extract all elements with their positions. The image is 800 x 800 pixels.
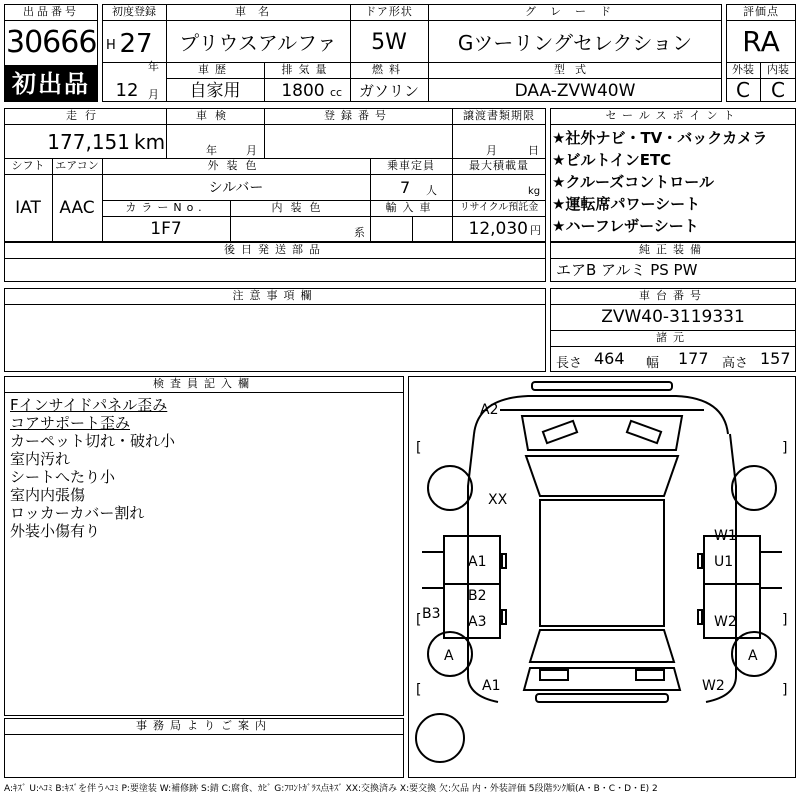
inspection-month-unit: 月 bbox=[246, 144, 257, 157]
svg-text:[: [ bbox=[416, 682, 422, 698]
lot-number-label: 出品番号 bbox=[23, 5, 79, 18]
fuel-label: 燃料 bbox=[372, 63, 406, 76]
svg-text:]: ] bbox=[782, 682, 788, 698]
height-value: 157 bbox=[760, 349, 791, 368]
vehicle-history: 自家用 bbox=[189, 81, 241, 101]
int-color-label: 内装色 bbox=[271, 201, 329, 214]
inspector-label: 検査員記入欄 bbox=[153, 377, 255, 390]
deadline-month-unit: 月 bbox=[486, 144, 497, 157]
shift-label: シフト bbox=[11, 159, 45, 172]
inspector-note: ロッカーカバー割れ bbox=[10, 504, 145, 522]
standard-equipment: エアB アルミ PS PW bbox=[556, 261, 698, 279]
inspection-label: 車検 bbox=[196, 109, 234, 122]
inspector-note: 室内内張傷 bbox=[10, 486, 86, 504]
lot-number: 30666 bbox=[6, 25, 97, 60]
mileage-unit: km bbox=[134, 130, 166, 154]
office-notice-label: 事務局よりご案内 bbox=[136, 719, 272, 732]
damage-mark: W2 bbox=[702, 678, 725, 694]
reg-year: 27 bbox=[119, 29, 153, 59]
door-type: 5W bbox=[371, 30, 407, 55]
inspector-note: コアサポート歪み bbox=[10, 414, 131, 432]
svg-text:]: ] bbox=[782, 612, 788, 628]
damage-mark: XX bbox=[488, 492, 508, 508]
plate-label: 登録番号 bbox=[324, 109, 392, 122]
deadline-day-unit: 日 bbox=[528, 144, 539, 157]
chassis-label: 車台番号 bbox=[639, 289, 707, 302]
mileage: 177,151 bbox=[47, 130, 130, 154]
sales-point-item: ★ビルトインETC bbox=[552, 151, 672, 169]
svg-text:[: [ bbox=[416, 612, 422, 628]
grade-label: グレード bbox=[525, 5, 625, 18]
history-label: 車歴 bbox=[198, 63, 232, 76]
damage-mark: W2 bbox=[714, 614, 737, 630]
era-label: H bbox=[106, 38, 116, 53]
overall-score: RA bbox=[742, 25, 780, 58]
exterior-label: 外装 bbox=[732, 63, 754, 76]
color-number: 1F7 bbox=[150, 219, 182, 239]
height-label: 高さ bbox=[722, 356, 749, 371]
inspection-year-unit: 年 bbox=[206, 144, 217, 157]
recycle-label: リサイクル預託金 bbox=[459, 202, 539, 213]
max-load-unit: kg bbox=[528, 186, 541, 197]
sales-point-item: ★クルーズコントロール bbox=[552, 173, 714, 191]
reg-year-unit: 年 bbox=[148, 60, 159, 73]
sales-points-label: セールスポイント bbox=[605, 109, 741, 122]
displacement-unit: cc bbox=[330, 86, 343, 99]
capacity-label: 乗車定員 bbox=[387, 159, 435, 172]
inspector-note: シートへたり小 bbox=[10, 468, 116, 486]
score-label: 評価点 bbox=[743, 5, 779, 18]
fuel-type: ガソリン bbox=[358, 82, 419, 100]
inspector-note: 室内汚れ bbox=[10, 450, 71, 468]
ext-color-label: 外装色 bbox=[207, 159, 265, 172]
damage-mark: W1 bbox=[714, 528, 737, 544]
notes-label: 注意事項欄 bbox=[232, 289, 318, 302]
length-value: 464 bbox=[594, 349, 625, 368]
car-name: プリウスアルファ bbox=[179, 31, 337, 55]
car-name-label: 車名 bbox=[235, 5, 281, 18]
exterior-score: C bbox=[736, 78, 750, 102]
inspector-note: Fインサイドパネル歪み bbox=[10, 396, 168, 414]
import-label: 輸入車 bbox=[385, 201, 437, 214]
damage-mark: B2 bbox=[468, 588, 487, 604]
ac-label: エアコン bbox=[55, 159, 99, 172]
legend: A:ｷｽﾞ U:ﾍｺﾐ B:ｷｽﾞを伴うﾍｺﾐ P:要塗装 W:補修跡 S:錆 C:腐食、ｶﾋﾞ G:ﾌﾛﾝﾄｶﾞﾗｽ点ｷｽﾞ XX:交換済み X:要交換 欠:欠品 内・外装評価 5段階ﾗﾝｸ順(A・B・C・D・E) 2 bbox=[4, 784, 658, 794]
ac-type: AAC bbox=[59, 198, 95, 218]
color-no-label: カラーNo. bbox=[125, 201, 207, 214]
sales-point-item: ★ハーフレザーシート bbox=[552, 217, 699, 235]
capacity: 7 bbox=[400, 178, 411, 197]
damage-mark: B3 bbox=[422, 606, 441, 622]
deadline-label: 譲渡書類期限 bbox=[463, 109, 535, 122]
damage-mark: U1 bbox=[714, 554, 734, 570]
width-label: 幅 bbox=[646, 356, 660, 371]
car-diagram bbox=[408, 376, 796, 778]
capacity-unit: 人 bbox=[426, 184, 437, 197]
door-label: ドア形状 bbox=[365, 5, 413, 18]
sales-point-item: ★運転席パワーシート bbox=[552, 195, 701, 213]
model-label: 型式 bbox=[554, 63, 596, 76]
svg-text:]: ] bbox=[782, 440, 788, 456]
reg-month-unit: 月 bbox=[148, 88, 159, 101]
damage-mark: A1 bbox=[482, 678, 501, 694]
first-reg-label: 初度登録 bbox=[112, 5, 156, 18]
after-parts-label: 後日発送部品 bbox=[224, 243, 326, 256]
damage-mark: A1 bbox=[468, 554, 487, 570]
dims-label: 諸元 bbox=[656, 331, 690, 344]
recycle-unit: 円 bbox=[530, 224, 541, 237]
sales-point-item: ★社外ナビ・TV・バックカメラ bbox=[552, 129, 768, 147]
chassis-number: ZVW40-3119331 bbox=[601, 307, 745, 327]
mileage-label: 走行 bbox=[66, 109, 104, 122]
length-label: 長さ bbox=[556, 356, 583, 371]
damage-mark: A bbox=[444, 648, 454, 664]
interior-label: 内装 bbox=[767, 63, 789, 76]
model-code: DAA-ZVW40W bbox=[514, 81, 636, 101]
width-value: 177 bbox=[678, 349, 709, 368]
damage-mark: A bbox=[748, 648, 758, 664]
damage-mark: A2 bbox=[480, 402, 499, 418]
max-load-label: 最大積載量 bbox=[469, 159, 529, 172]
displacement: 1800 bbox=[281, 81, 325, 101]
exterior-color: シルバー bbox=[208, 180, 264, 196]
reg-month: 12 bbox=[115, 80, 139, 101]
grade: Gツーリングセレクション bbox=[457, 31, 693, 55]
svg-text:[: [ bbox=[416, 440, 422, 456]
standard-equipment-label: 純正装備 bbox=[639, 243, 707, 256]
sales-points-list bbox=[552, 127, 767, 237]
inspector-note: 外装小傷有り bbox=[10, 522, 101, 540]
damage-mark: A3 bbox=[468, 614, 487, 630]
first-listing-label: 初出品 bbox=[12, 70, 90, 98]
displacement-label: 排気量 bbox=[281, 63, 333, 76]
inspector-notes bbox=[10, 396, 175, 540]
shift-type: IAT bbox=[15, 198, 41, 218]
interior-score: C bbox=[771, 78, 785, 102]
recycle-fee: 12,030 bbox=[468, 219, 528, 239]
int-color-unit: 系 bbox=[354, 226, 365, 239]
inspector-note: カーペット切れ・破れ小 bbox=[10, 432, 176, 450]
